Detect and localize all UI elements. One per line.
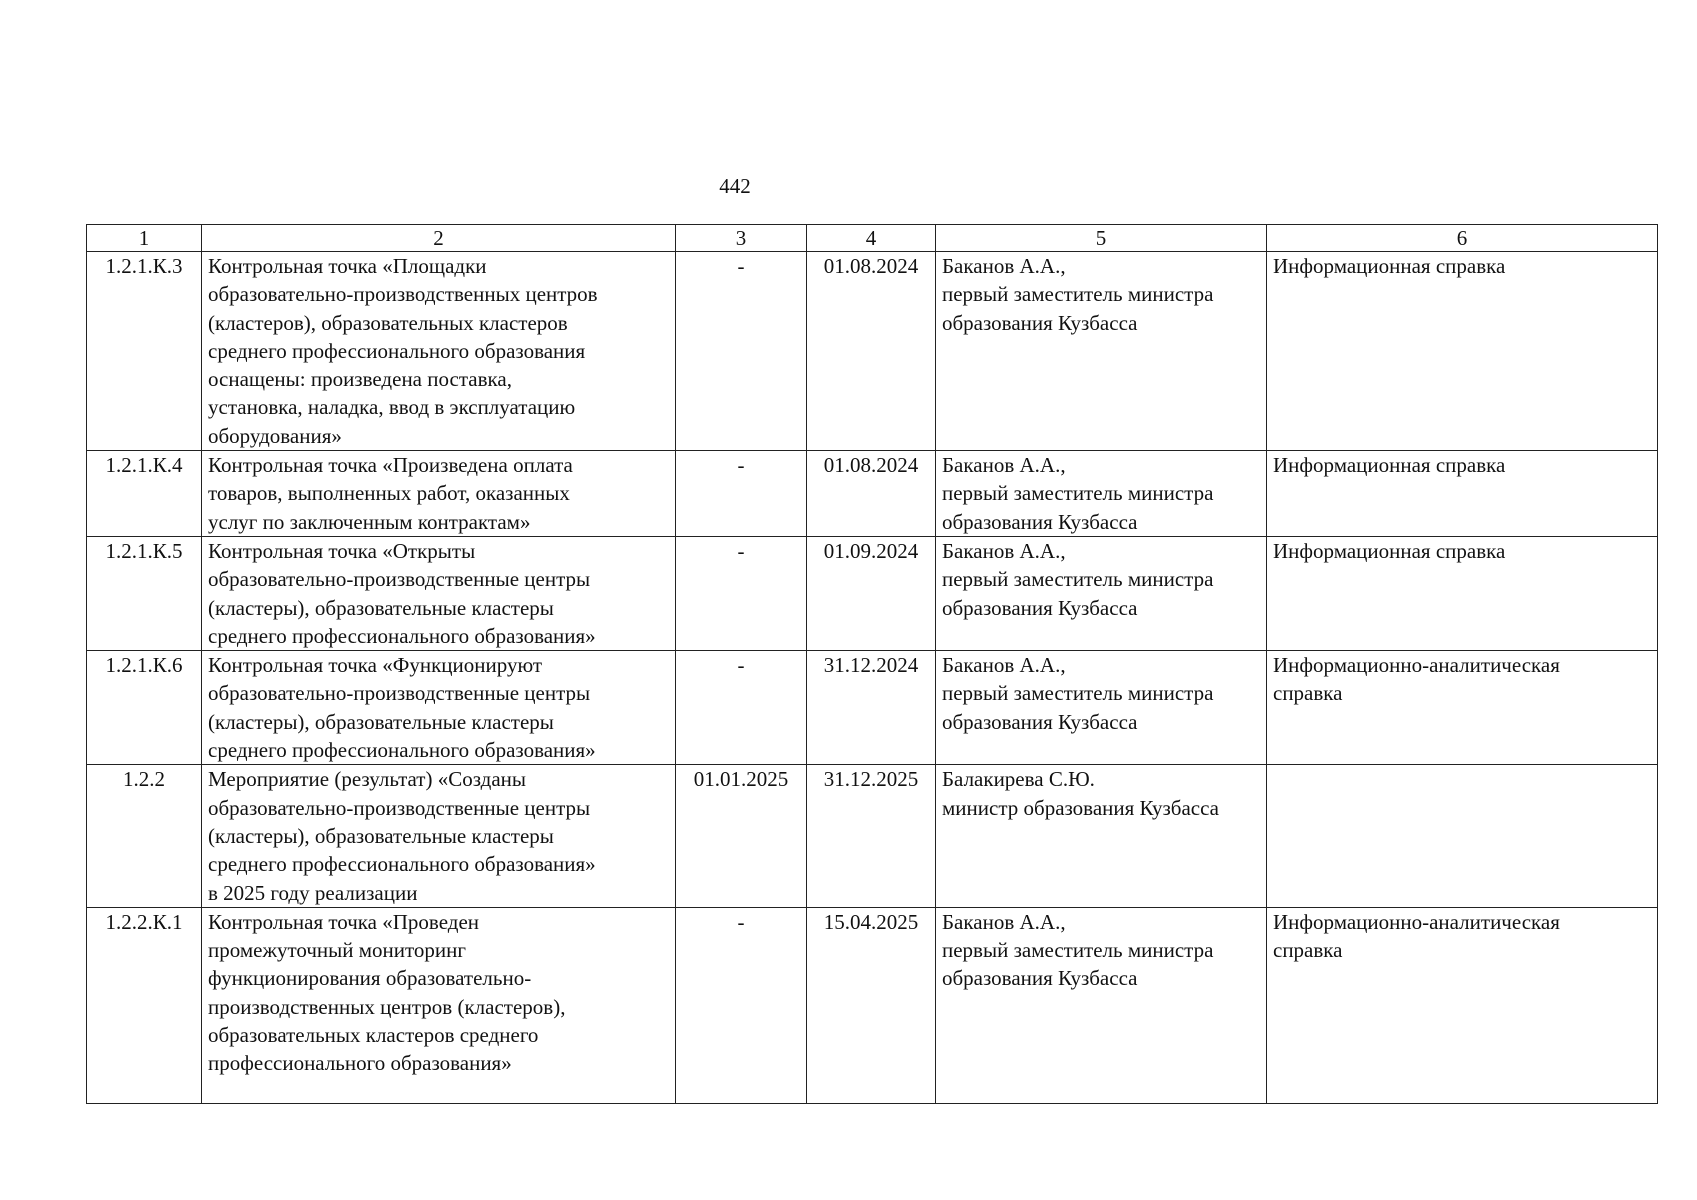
cell-line: среднего профессионального образования»	[208, 852, 596, 877]
cell-line: первый заместитель министра	[942, 681, 1214, 706]
cell-line: Балакирева С.Ю.	[942, 767, 1095, 792]
cell-start-date: -	[676, 907, 807, 1103]
table-row	[87, 907, 1658, 1103]
cell-line: Мероприятие (результат) «Созданы	[208, 767, 527, 792]
cell-number: 1.2.1.К.3	[87, 252, 202, 451]
cell-line: (кластеров), образовательных кластеров	[208, 310, 568, 335]
cell-line: профессионального образования»	[208, 1051, 512, 1076]
cell-line: образовательно-производственные центры	[208, 681, 591, 706]
table-row	[87, 765, 1658, 907]
cell-description	[202, 765, 676, 907]
cell-line: Контрольная точка «Функционируют	[208, 653, 543, 678]
cell-line: первый заместитель министра	[942, 282, 1214, 307]
table-row	[87, 252, 1658, 451]
cell-number: 1.2.1.К.5	[87, 536, 202, 650]
cell-document	[1267, 451, 1658, 537]
cell-document	[1267, 651, 1658, 765]
page-number: 442	[719, 174, 751, 198]
cell-line: среднего профессионального образования»	[208, 738, 596, 763]
header-cell-2: 2	[202, 225, 676, 252]
cell-line: Информационная справка	[1273, 453, 1506, 478]
cell-description	[202, 451, 676, 537]
table-body	[87, 225, 1658, 1104]
cell-start-date: 01.01.2025	[676, 765, 807, 907]
cell-line: Контрольная точка «Площадки	[208, 254, 487, 278]
cell-line: Информационная справка	[1273, 538, 1506, 563]
cell-document	[1267, 252, 1658, 451]
cell-line: образования Кузбасса	[942, 310, 1138, 335]
cell-line: среднего профессионального образования	[208, 338, 586, 363]
cell-description	[202, 252, 676, 451]
cell-number: 1.2.1.К.4	[87, 451, 202, 537]
cell-line: оснащены: произведена поставка,	[208, 367, 512, 392]
cell-line: Баканов А.А.,	[942, 254, 1066, 278]
cell-responsible	[936, 651, 1267, 765]
cell-start-date: -	[676, 252, 807, 451]
header-cell-1: 1	[87, 225, 202, 252]
cell-line: образования Кузбасса	[942, 966, 1138, 991]
cell-start-date: -	[676, 451, 807, 537]
cell-line: образования Кузбасса	[942, 595, 1138, 620]
cell-line: (кластеры), образовательные кластеры	[208, 823, 554, 848]
cell-document	[1267, 907, 1658, 1103]
cell-line: образовательно-производственных центров	[208, 282, 598, 307]
cell-line: Информационная справка	[1273, 254, 1506, 278]
cell-line: Баканов А.А.,	[942, 453, 1066, 478]
header-cell-6: 6	[1267, 225, 1658, 252]
cell-line: (кластеры), образовательные кластеры	[208, 709, 554, 734]
cell-end-date: 31.12.2024	[807, 651, 936, 765]
cell-responsible	[936, 765, 1267, 907]
cell-line: образовательно-производственные центры	[208, 795, 591, 820]
table-row	[87, 536, 1658, 650]
cell-line: в 2025 году реализации	[208, 880, 418, 905]
cell-start-date: -	[676, 651, 807, 765]
cell-line: образовательных кластеров среднего	[208, 1023, 539, 1048]
cell-line: Баканов А.А.,	[942, 909, 1066, 934]
cell-line: Информационно-аналитическая	[1273, 653, 1560, 678]
cell-line: производственных центров (кластеров),	[208, 994, 566, 1019]
cell-line: оборудования»	[208, 423, 342, 448]
cell-line: промежуточный мониторинг	[208, 938, 466, 963]
cell-document	[1267, 765, 1658, 907]
cell-description	[202, 651, 676, 765]
cell-end-date: 15.04.2025	[807, 907, 936, 1103]
cell-description	[202, 536, 676, 650]
cell-line: Баканов А.А.,	[942, 538, 1066, 563]
cell-line: среднего профессионального образования»	[208, 623, 596, 648]
cell-number: 1.2.2.К.1	[87, 907, 202, 1103]
cell-line: первый заместитель министра	[942, 938, 1214, 963]
cell-responsible	[936, 451, 1267, 537]
cell-end-date: 01.08.2024	[807, 451, 936, 537]
cell-line: справка	[1273, 681, 1343, 706]
cell-line: Контрольная точка «Открыты	[208, 538, 476, 563]
cell-document	[1267, 536, 1658, 650]
header-row	[87, 225, 1658, 252]
header-cell-5: 5	[936, 225, 1267, 252]
cell-line: товаров, выполненных работ, оказанных	[208, 481, 570, 506]
header-cell-3: 3	[676, 225, 807, 252]
cell-line: Информационно-аналитическая	[1273, 909, 1560, 934]
cell-line: образования Кузбасса	[942, 509, 1138, 534]
cell-line: функционирования образовательно-	[208, 966, 532, 991]
cell-line: Контрольная точка «Произведена оплата	[208, 453, 573, 478]
cell-line: образования Кузбасса	[942, 709, 1138, 734]
cell-number: 1.2.2	[87, 765, 202, 907]
cell-line: образовательно-производственные центры	[208, 567, 591, 592]
cell-description	[202, 907, 676, 1103]
cell-end-date: 01.08.2024	[807, 252, 936, 451]
cell-start-date: -	[676, 536, 807, 650]
cell-line: первый заместитель министра	[942, 481, 1214, 506]
cell-line: Баканов А.А.,	[942, 653, 1066, 678]
cell-number: 1.2.1.К.6	[87, 651, 202, 765]
plan-table	[86, 224, 1658, 1104]
cell-line: министр образования Кузбасса	[942, 795, 1219, 820]
cell-end-date: 01.09.2024	[807, 536, 936, 650]
cell-responsible	[936, 907, 1267, 1103]
cell-line: справка	[1273, 938, 1343, 963]
header-cell-4: 4	[807, 225, 936, 252]
table-row	[87, 651, 1658, 765]
cell-line: (кластеры), образовательные кластеры	[208, 595, 554, 620]
cell-responsible	[936, 252, 1267, 451]
cell-line: первый заместитель министра	[942, 567, 1214, 592]
cell-line: установка, наладка, ввод в эксплуатацию	[208, 395, 576, 420]
table-row	[87, 451, 1658, 537]
cell-end-date: 31.12.2025	[807, 765, 936, 907]
cell-responsible	[936, 536, 1267, 650]
cell-line: услуг по заключенным контрактам»	[208, 509, 531, 534]
cell-line: Контрольная точка «Проведен	[208, 909, 480, 934]
